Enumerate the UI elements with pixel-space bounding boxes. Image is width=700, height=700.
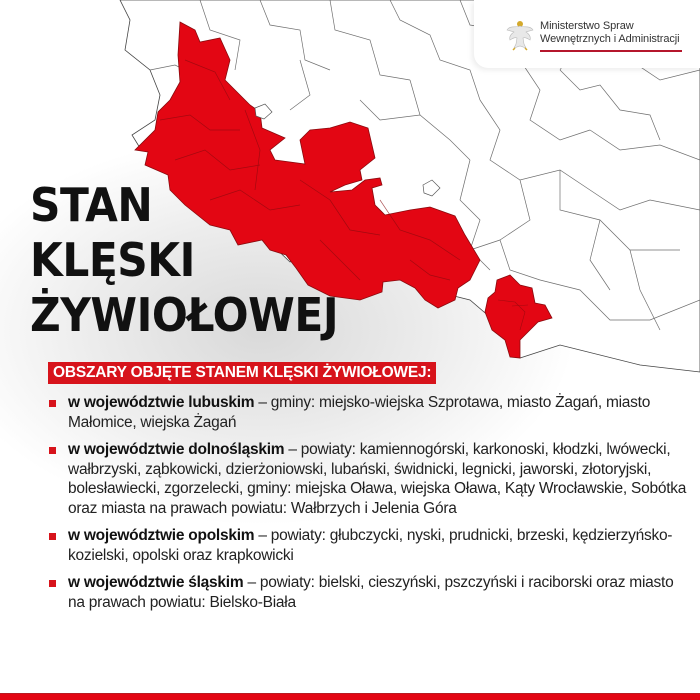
region-details: – powiaty: bielski, cieszyński, pszczyński i raciborski oraz miasto na prawach powiatu: Bielsko-Biała: [68, 574, 674, 611]
bottom-red-bar: [0, 693, 700, 700]
bullet-square-icon: [49, 447, 56, 454]
ministry-logo-card: [474, 0, 700, 68]
region-details: – gminy: miejsko-wiejska Szprotawa, miasto Żagań, miasto Małomice, wiejska Żagań: [68, 394, 651, 431]
list-item: [48, 440, 688, 518]
section-heading: OBSZARY OBJĘTE STANEM KLĘSKI ŻYWIOŁOWEJ:: [48, 362, 436, 384]
title-line-2: KLĘSKI: [30, 233, 195, 287]
region-name: w województwie śląskim: [68, 574, 244, 591]
region-details: – powiaty: kamiennogórski, karkonoski, kłodzki, lwówecki, wałbrzyski, ząbkowicki, dzierżoniowski, lubański, świdnicki, legnicki, jaworski, złotoryjski, bolesławiecki, zgorzelecki, gminy: miejska Oława, wiejska Oława, Kąty Wrocławskie, Sobótka oraz miasta na prawach powiatu: Wałbrzych i Jelenia Góra: [68, 441, 687, 517]
list-item: [48, 573, 688, 612]
region-name: w województwie lubuskim: [68, 394, 255, 411]
list-item: [48, 526, 688, 565]
ministry-underline: [540, 50, 682, 52]
title-line-1: STAN: [30, 178, 153, 232]
ministry-name-line1: Ministerstwo Spraw: [540, 20, 634, 32]
bullet-square-icon: [49, 533, 56, 540]
ministry-name: [540, 20, 679, 46]
region-name: w województwie dolnośląskim: [68, 441, 285, 458]
region-details: – powiaty: głubczycki, nyski, prudnicki, brzeski, kędzierzyńsko-kozielski, opolski oraz krapkowicki: [68, 527, 673, 564]
title-line-3: ŻYWIOŁOWEJ: [30, 288, 339, 342]
bullet-square-icon: [49, 580, 56, 587]
page-title: [30, 178, 365, 343]
affected-regions-list: [48, 393, 688, 620]
bullet-square-icon: [49, 400, 56, 407]
polish-eagle-icon: [502, 16, 538, 52]
list-item: [48, 393, 688, 432]
ministry-name-line2: Wewnętrznych i Administracji: [540, 33, 680, 45]
region-name: w województwie opolskim: [68, 527, 255, 544]
